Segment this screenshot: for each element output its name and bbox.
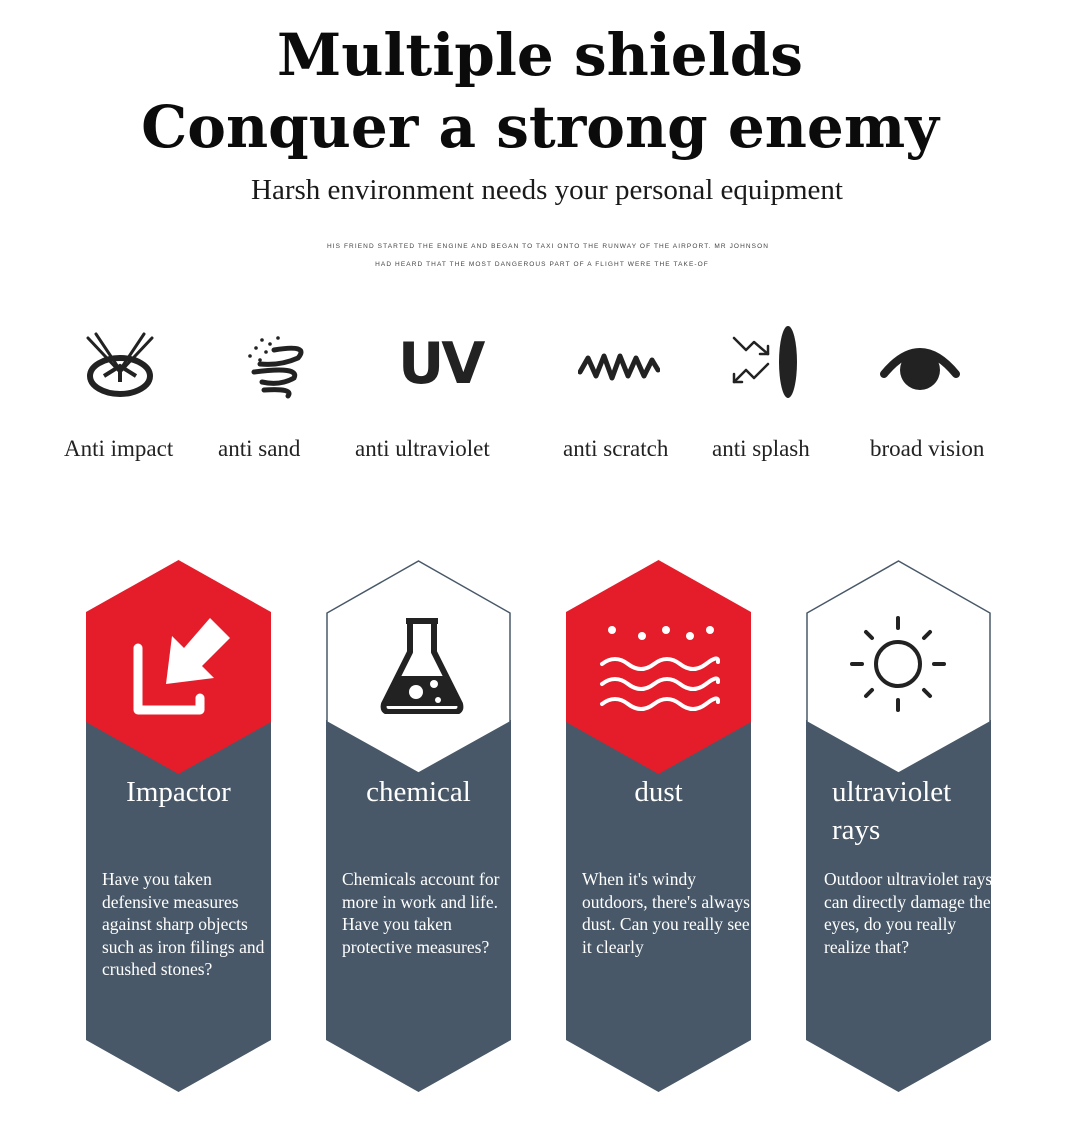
- feature-label-anti-sand: anti sand: [218, 436, 301, 461]
- card-title-chemical: chemical: [366, 776, 471, 808]
- card-body-dust: When it's windy outdoors, there's always dust. Can you really see it clearly: [582, 869, 750, 957]
- anti-impact-icon: [84, 332, 156, 400]
- title-line-1: Multiple shields: [277, 21, 803, 89]
- card-body-ultraviolet-rays: Outdoor ultraviolet rays can directly damage the eyes, do you really realize that?: [824, 869, 993, 957]
- eye-icon: [880, 336, 960, 394]
- card-title-dust: dust: [634, 776, 683, 808]
- feature-label-anti-splash: anti splash: [712, 436, 810, 461]
- card-body-chemical: Chemicals account for more in work and life. Have you taken protective measures?: [342, 869, 500, 957]
- small-print-line-2: HAD HEARD THAT THE MOST DANGEROUS PART OF A FLIGHT WERE THE TAKE-OF: [375, 261, 709, 268]
- card-chemical: [326, 560, 511, 1092]
- small-print-line-1: HIS FRIEND STARTED THE ENGINE AND BEGAN TO TAXI ONTO THE RUNWAY OF THE AIRPORT. MR JOHNSON: [326, 243, 770, 250]
- sun-icon: [850, 616, 946, 712]
- card-ultraviolet-rays: [806, 560, 991, 1092]
- feature-label-anti-impact: Anti impact: [64, 436, 174, 461]
- card-dust: [566, 560, 751, 1092]
- impact-arrow-icon: [132, 612, 236, 716]
- card-title-impactor: Impactor: [126, 776, 231, 808]
- uv-icon: UV: [398, 331, 483, 397]
- dust-waves-icon: [598, 622, 720, 716]
- scratch-icon: [578, 350, 660, 384]
- subtitle: Harsh environment needs your personal equipment: [251, 174, 843, 206]
- card-impactor: [86, 560, 271, 1092]
- anti-sand-icon: [240, 332, 318, 402]
- feature-label-anti-scratch: anti scratch: [563, 436, 669, 461]
- flask-icon: [380, 616, 464, 714]
- splash-icon: [730, 324, 804, 400]
- card-title-ultraviolet-rays: ultraviolet rays: [832, 776, 952, 846]
- feature-label-broad-vision: broad vision: [870, 436, 985, 461]
- card-body-impactor: Have you taken defensive measures against sharp objects such as iron filings and crushed stones?: [102, 869, 265, 979]
- feature-label-anti-ultraviolet: anti ultraviolet: [355, 436, 490, 461]
- title-line-2: Conquer a strong enemy: [141, 93, 939, 161]
